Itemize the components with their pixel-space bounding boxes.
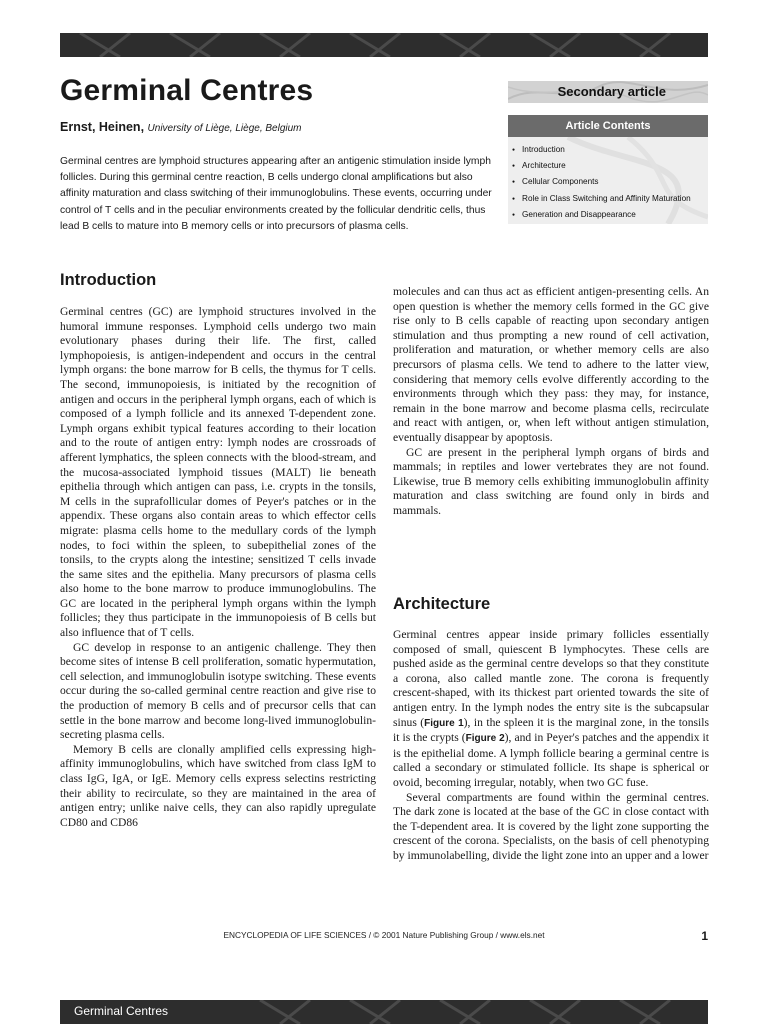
architecture-text-a: Germinal centres appear inside primary follicles essentially composed of small, quiescent B lymphocytes. These cells are pushed aside as the germinal centre develops so that they constitute a corona, also called mantle zone. The corona is frequently crescent-shaped, with its thickest part oriented towards the site of antigen entry. In the lymph nodes the entry site is the subcapsular sinus ( xyxy=(393,628,709,729)
figure-1-link[interactable]: Figure 1 xyxy=(424,717,464,729)
intro-paragraph-3: Memory B cells are clonally amplified cells expressing high-affinity immunoglobulins, which have switched from class IgM to class IgG, IgA, or IgE. Memory cells express selectins restricting their ability to recirculate, so they are maintained in the area of antigen entry; unlike naive cells, they can also rapidly upregulate CD80 and CD86 xyxy=(60,742,376,829)
left-column xyxy=(60,305,376,830)
right-column-bottom xyxy=(393,628,709,864)
intro-paragraph-1: Germinal centres (GC) are lymphoid structures involved in the humoral immune responses. Lymphoid cells undergo two main evolutionary phases during their life. The first, called lymphopoiesis, is antigen-independent and occurs in the central lymph organs: the bone marrow for B cells, the thymus for T cells. The second, immunopoiesis, is initiated by the recognition of antigen and occurs in the peripheral lymph organs, each of which is composed of a lymph follicle and its annexed T-dependent zone. Lymph organs exhibit typical features according to their location and to the route of antigen entry: lymph nodes are crossroads of afferent lymphatics, the spleen connects with the blood-stream, and the mucosa-associated lymphoid tissues (MALT) lie beneath epithelia through which antigen can pass, i.e. crypts in the tonsils, M cells in the suprafollicular domes of Peyer's patches or in the appendix. These organs also contain areas to which effector cells migrate: plasma cells home to the medullary cords of the lymph nodes, to foci within the spleen, to subepithelial zones of the tonsils, to the crypts along the intestine; sensitized T cells invade the same sites and the epithelia. Many precursors of plasma cells also home to the bone marrow to produce immunoglobulins. The GC are located in the peripheral lymph organs within the lymph follicles; they thus participate in the immunopoiesis of B cells but also influence that of T cells. xyxy=(60,305,376,640)
section-heading-introduction: Introduction xyxy=(60,271,157,289)
article-title: Germinal Centres xyxy=(60,74,314,107)
author-names: Ernst, Heinen, xyxy=(60,120,145,134)
band-pattern-graphic xyxy=(60,33,708,57)
contents-item-cellular-components[interactable]: ● Cellular Components xyxy=(512,174,708,190)
abstract: Germinal centres are lymphoid structures appearing after an antigenic stimulation inside lymph follicles. During this germinal centre reaction, B cells undergo clonal amplifications but also affinity maturation and class switching of their immunoglobulins. These events, occurring under control of T cells and in the peculiar environments created by the follicular dendritic cells, thus lead B cells to mature into B memory cells or into precursors of plasma cells. xyxy=(60,156,492,232)
architecture-paragraph-1 xyxy=(393,628,709,791)
architecture-text-b: ), in the spleen it is the marginal zone, in the tonsils it is the crypts ( xyxy=(393,715,709,745)
contents-list xyxy=(508,137,708,223)
author-line xyxy=(60,120,302,134)
architecture-paragraph-2: Several compartments are found within the germinal centres. The dark zone is located at the base of the GC in close contact with the T-dependent area. It is covered by the light zone supporting the crescent of the corona. Specialists, on the basis of cell phenotyping by immunolabelling, divide the light zone into an upper and a lower xyxy=(393,790,709,862)
intro-paragraph-4: molecules and can thus act as efficient antigen-presenting cells. An open question is whether the memory cells formed in the GC give rise only to B cells capable of reacting upon secondary antigen stimulation and thus prompting a new round of cell activation, proliferation and maturation, or whether memory cells are also precursors of plasma cells. We tend to adhere to the latter view, considering that memory cells evolve differently according to the environments through which they pass: they may, for instance, remain in the bone marrow and become plasma cells, recirculate and react with antigen, or, when left without antigen stimulation, eventually disappear by apoptosis. xyxy=(393,285,709,444)
page-number: 1 xyxy=(701,929,708,943)
contents-item-generation[interactable]: ● Generation and Disappearance xyxy=(512,207,708,223)
page-footer: ENCYCLOPEDIA OF LIFE SCIENCES / © 2001 Nature Publishing Group / www.els.net xyxy=(223,930,545,940)
running-title: Germinal Centres xyxy=(74,1004,169,1018)
footer-band xyxy=(60,1000,708,1024)
intro-paragraph-2: GC develop in response to an antigenic challenge. They then become sites of intense B cell proliferation, somatic hypermutation, cell selection, and immunoglobulin isotype switching. These events occur during the so-called germinal centre reaction and give rise to the production of memory B cells and of precursor cells that can settle in the bone marrow and become long-lived immunoglobulin-secreting plasma cells. xyxy=(60,640,376,742)
intro-paragraph-5: GC are present in the peripheral lymph organs of birds and mammals; in reptiles and lower vertebrates they are not found. Likewise, true B memory cells exhibiting immunoglobulin affinity maturation and class switching are found only in birds and mammals. xyxy=(393,445,709,517)
contents-item-architecture[interactable]: ● Architecture xyxy=(512,158,708,174)
article-contents-heading: Article Contents xyxy=(508,115,708,137)
header-band xyxy=(60,33,708,57)
section-heading-architecture: Architecture xyxy=(393,595,491,613)
figure-2-link[interactable]: Figure 2 xyxy=(465,733,505,745)
article-contents-box xyxy=(508,137,708,224)
contents-item-introduction[interactable]: ● Introduction xyxy=(512,142,708,158)
article-type-label: Secondary article xyxy=(557,84,666,99)
contents-item-class-switching[interactable]: ● Role in Class Switching and Affinity Maturation xyxy=(512,191,708,207)
author-affiliation: University of Liège, Liège, Belgium xyxy=(147,123,302,134)
right-column-top xyxy=(393,285,709,519)
article-type-box xyxy=(508,81,708,103)
architecture-text-c: ), and in Peyer's patches and the appendix it is the epithelial dome. A lymph follicle bearing a germinal centre is called a secondary or stimulated follicle. Its shape is spherical or ovoid, becoming irregular, notably, when two GC fuse. xyxy=(393,731,709,789)
